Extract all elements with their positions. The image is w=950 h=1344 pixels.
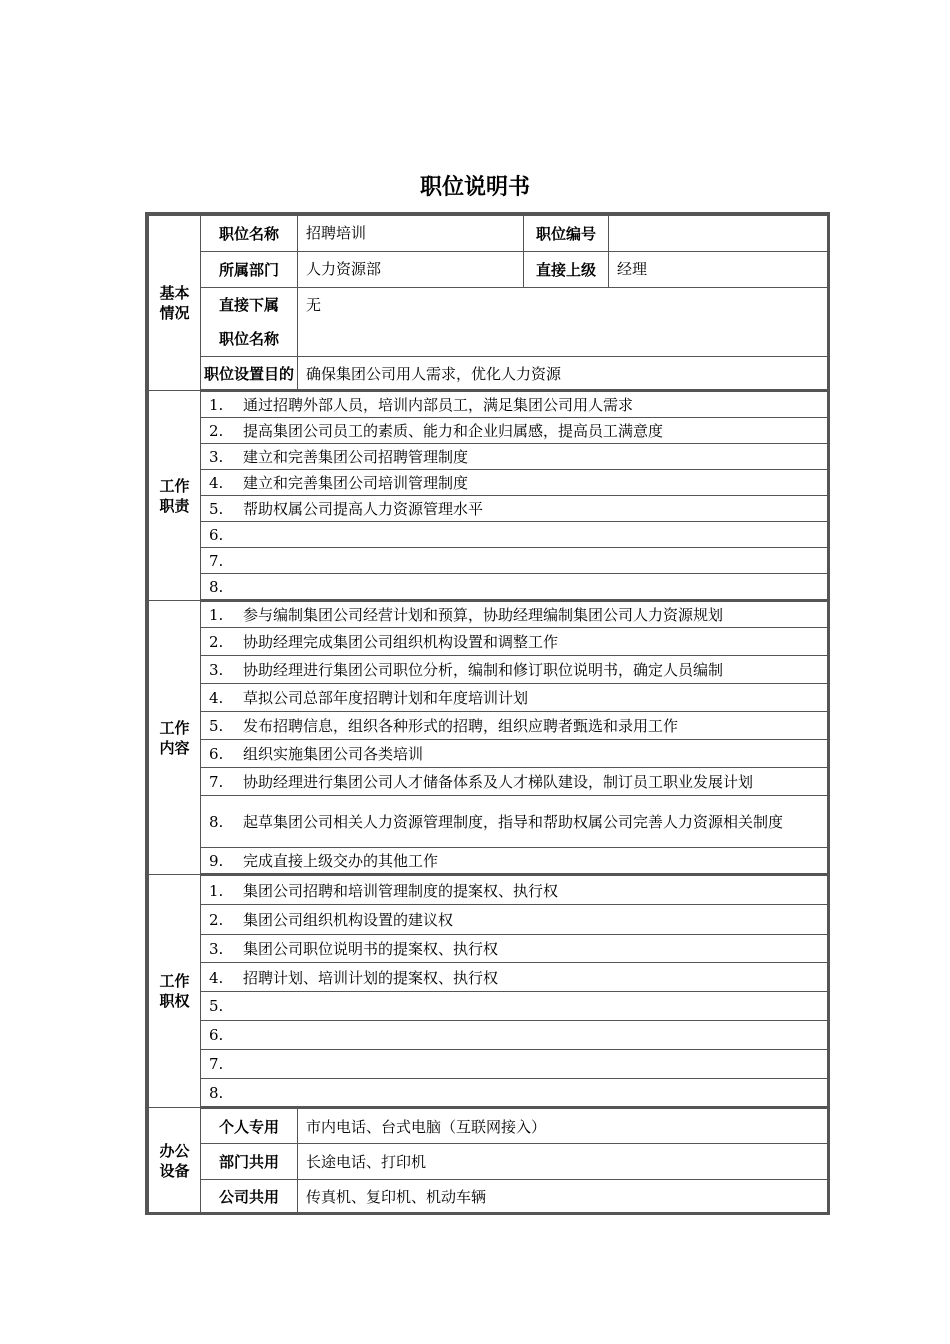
duty-item: 8. (201, 574, 828, 601)
equipment-label: 部门共用 (201, 1144, 298, 1180)
content-item: 5. 发布招聘信息，组织各种形式的招聘，组织应聘者甄选和录用工作 (201, 712, 828, 740)
duty-item: 7. (201, 548, 828, 574)
position-code-label: 职位编号 (524, 216, 609, 252)
subordinate-value: 无 (298, 288, 828, 357)
equipment-label: 公司共用 (201, 1180, 298, 1214)
subordinate-label: 直接下属 职位名称 (201, 288, 298, 357)
superior-label: 直接上级 (524, 252, 609, 288)
content-item: 7. 协助经理进行集团公司人才储备体系及人才梯队建设，制订员工职业发展计划 (201, 768, 828, 796)
content-item: 3. 协助经理进行集团公司职位分析，编制和修订职位说明书，确定人员编制 (201, 656, 828, 684)
duty-item: 1. 通过招聘外部人员，培训内部员工，满足集团公司用人需求 (201, 391, 828, 418)
duty-item: 2. 提高集团公司员工的素质、能力和企业归属感，提高员工满意度 (201, 418, 828, 444)
content-item: 4. 草拟公司总部年度招聘计划和年度培训计划 (201, 684, 828, 712)
duty-item: 4. 建立和完善集团公司培训管理制度 (201, 470, 828, 496)
content-item: 6. 组织实施集团公司各类培训 (201, 740, 828, 768)
department-value: 人力资源部 (298, 252, 524, 288)
section-equipment: 办公设备 (149, 1108, 201, 1214)
equipment-value: 长途电话、打印机 (298, 1144, 828, 1180)
job-description-table (145, 212, 830, 1215)
authority-item: 2. 集团公司组织机构设置的建议权 (201, 905, 828, 935)
equipment-value: 传真机、复印机、机动车辆 (298, 1180, 828, 1214)
purpose-value: 确保集团公司用人需求，优化人力资源 (298, 357, 828, 391)
authority-item: 7. (201, 1050, 828, 1079)
authority-item: 5. (201, 992, 828, 1021)
duty-item: 6. (201, 522, 828, 548)
duty-item: 5. 帮助权属公司提高人力资源管理水平 (201, 496, 828, 522)
position-code-value (609, 216, 828, 252)
equipment-label: 个人专用 (201, 1108, 298, 1144)
department-label: 所属部门 (201, 252, 298, 288)
duty-item: 3. 建立和完善集团公司招聘管理制度 (201, 444, 828, 470)
content-item: 9. 完成直接上级交办的其他工作 (201, 848, 828, 875)
content-item: 1. 参与编制集团公司经营计划和预算，协助经理编制集团公司人力资源规划 (201, 601, 828, 628)
content-item: 8. 起草集团公司相关人力资源管理制度，指导和帮助权属公司完善人力资源相关制度 (201, 796, 828, 848)
section-duties: 工作职责 (149, 391, 201, 601)
purpose-label: 职位设置目的 (201, 357, 298, 391)
authority-item: 1. 集团公司招聘和培训管理制度的提案权、执行权 (201, 875, 828, 905)
section-authority: 工作职权 (149, 875, 201, 1108)
authority-item: 4. 招聘计划、培训计划的提案权、执行权 (201, 963, 828, 992)
content-item: 2. 协助经理完成集团公司组织机构设置和调整工作 (201, 628, 828, 656)
equipment-value: 市内电话、台式电脑（互联网接入） (298, 1108, 828, 1144)
position-name-label: 职位名称 (201, 216, 298, 252)
document-title: 职位说明书 (419, 175, 530, 200)
section-content: 工作内容 (149, 601, 201, 875)
authority-item: 8. (201, 1079, 828, 1108)
position-name-value: 招聘培训 (298, 216, 524, 252)
superior-value: 经理 (609, 252, 828, 288)
authority-item: 6. (201, 1021, 828, 1050)
authority-item: 3. 集团公司职位说明书的提案权、执行权 (201, 935, 828, 963)
section-basic: 基本情况 (149, 216, 201, 391)
